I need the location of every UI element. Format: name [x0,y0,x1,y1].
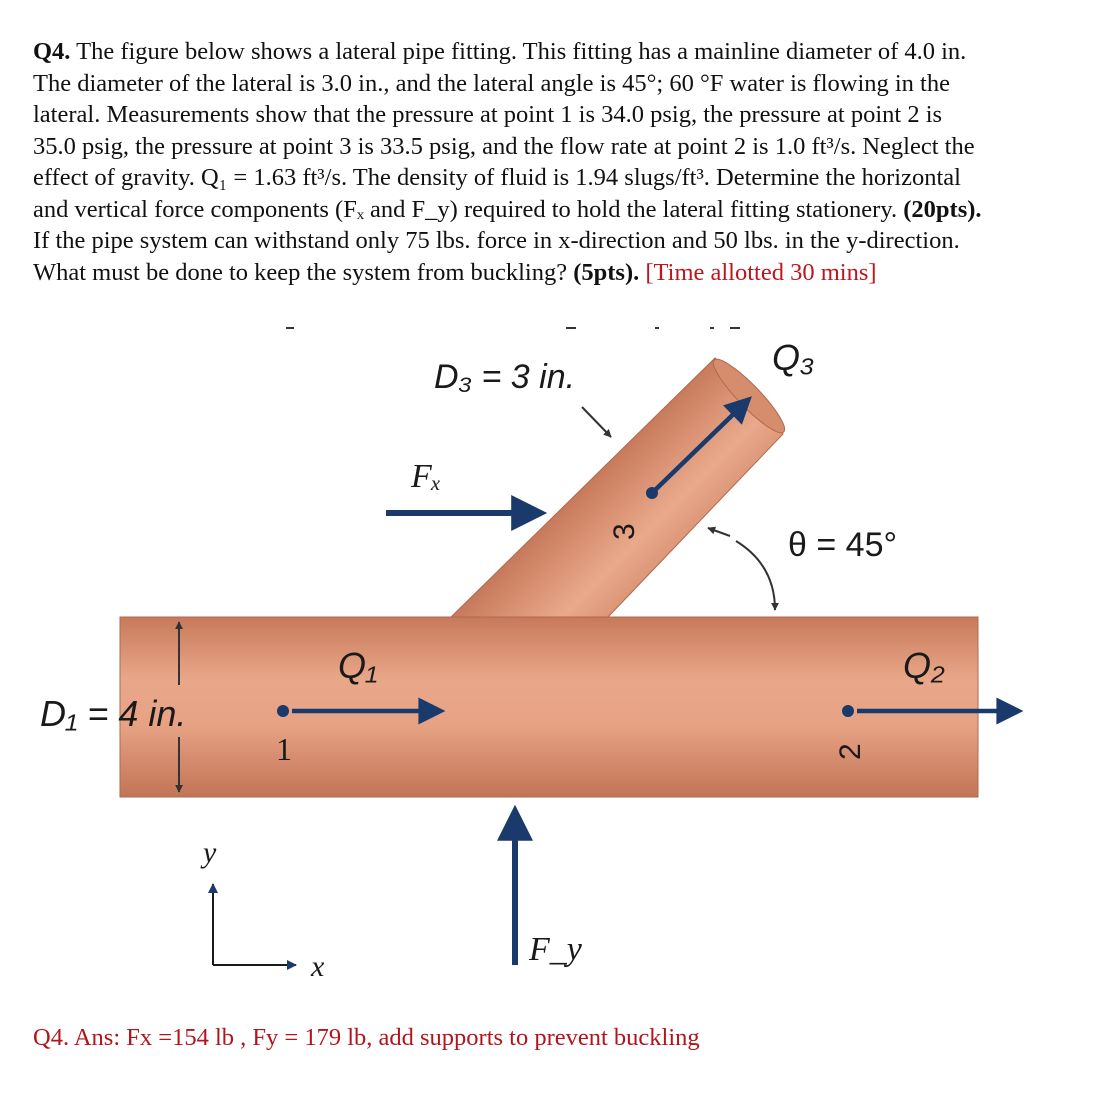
q1-label: Q₁ [338,645,378,686]
problem-line-7: If the pipe system can withstand only 75 lbs. force in x-direction and 50 lbs. in the y-direction. [33,227,960,254]
problem-line-1: Q4. The figure below shows a lateral pipe fitting. This fitting has a mainline diameter of 4.0 in. [33,38,967,65]
points-5: (5pts). [573,258,640,286]
d1-label: D₁ = 4 in. [40,693,187,734]
time-allotted: [Time allotted 30 mins] [639,258,877,286]
q3-label: Q₃ [772,337,815,378]
d3-label: D₃ = 3 in. [434,358,576,396]
d3-leader [582,407,611,437]
fy-label: F_y [529,931,582,968]
problem-line-4: 35.0 psig, the pressure at point 3 is 33.5 psig, and the flow rate at point 2 is 1.0 ft³/s. Neglect the [33,132,975,160]
point-3-dot [646,487,658,499]
problem-line-3: lateral. Measurements show that the pressure at point 1 is 34.0 psig, the pressure at point 2 is [33,101,943,128]
theta-arc-start [708,528,730,536]
point-2-label: 2 [834,743,867,760]
lateral-pipe [451,358,783,617]
q2-label: Q₂ [903,645,945,686]
y-axis-label: y [203,836,217,869]
problem-line-6: and vertical force components (Fₓ and F_y) required to hold the lateral fitting stationery. (20pts). [33,195,982,223]
point-3-label: 3 [608,523,641,540]
fx-label: Fₓ [411,458,442,495]
x-axis-label: x [311,950,325,983]
problem-line-2: The diameter of the lateral is 3.0 in., and the lateral angle is 45°; 60 °F water is flowing in the [33,69,950,97]
theta-label: θ = 45° [788,526,898,564]
question-number: Q4. [33,38,71,65]
answer-line: Q4. Ans: Fx =154 lb , Fy = 179 lb, add supports to prevent buckling [33,1024,700,1051]
points-20: (20pts). [903,195,982,223]
point-2-dot [842,705,854,717]
point-1-dot [277,705,289,717]
point-1-label: 1 [276,731,292,767]
problem-line-8: What must be done to keep the system from buckling? (5pts). [Time allotted 30 mins] [33,258,877,286]
problem-line-5: effect of gravity. Q₁ = 1.63 ft³/s. The density of fluid is 1.94 slugs/ft³. Determine the horizontal [33,164,961,191]
theta-arc [736,541,775,610]
